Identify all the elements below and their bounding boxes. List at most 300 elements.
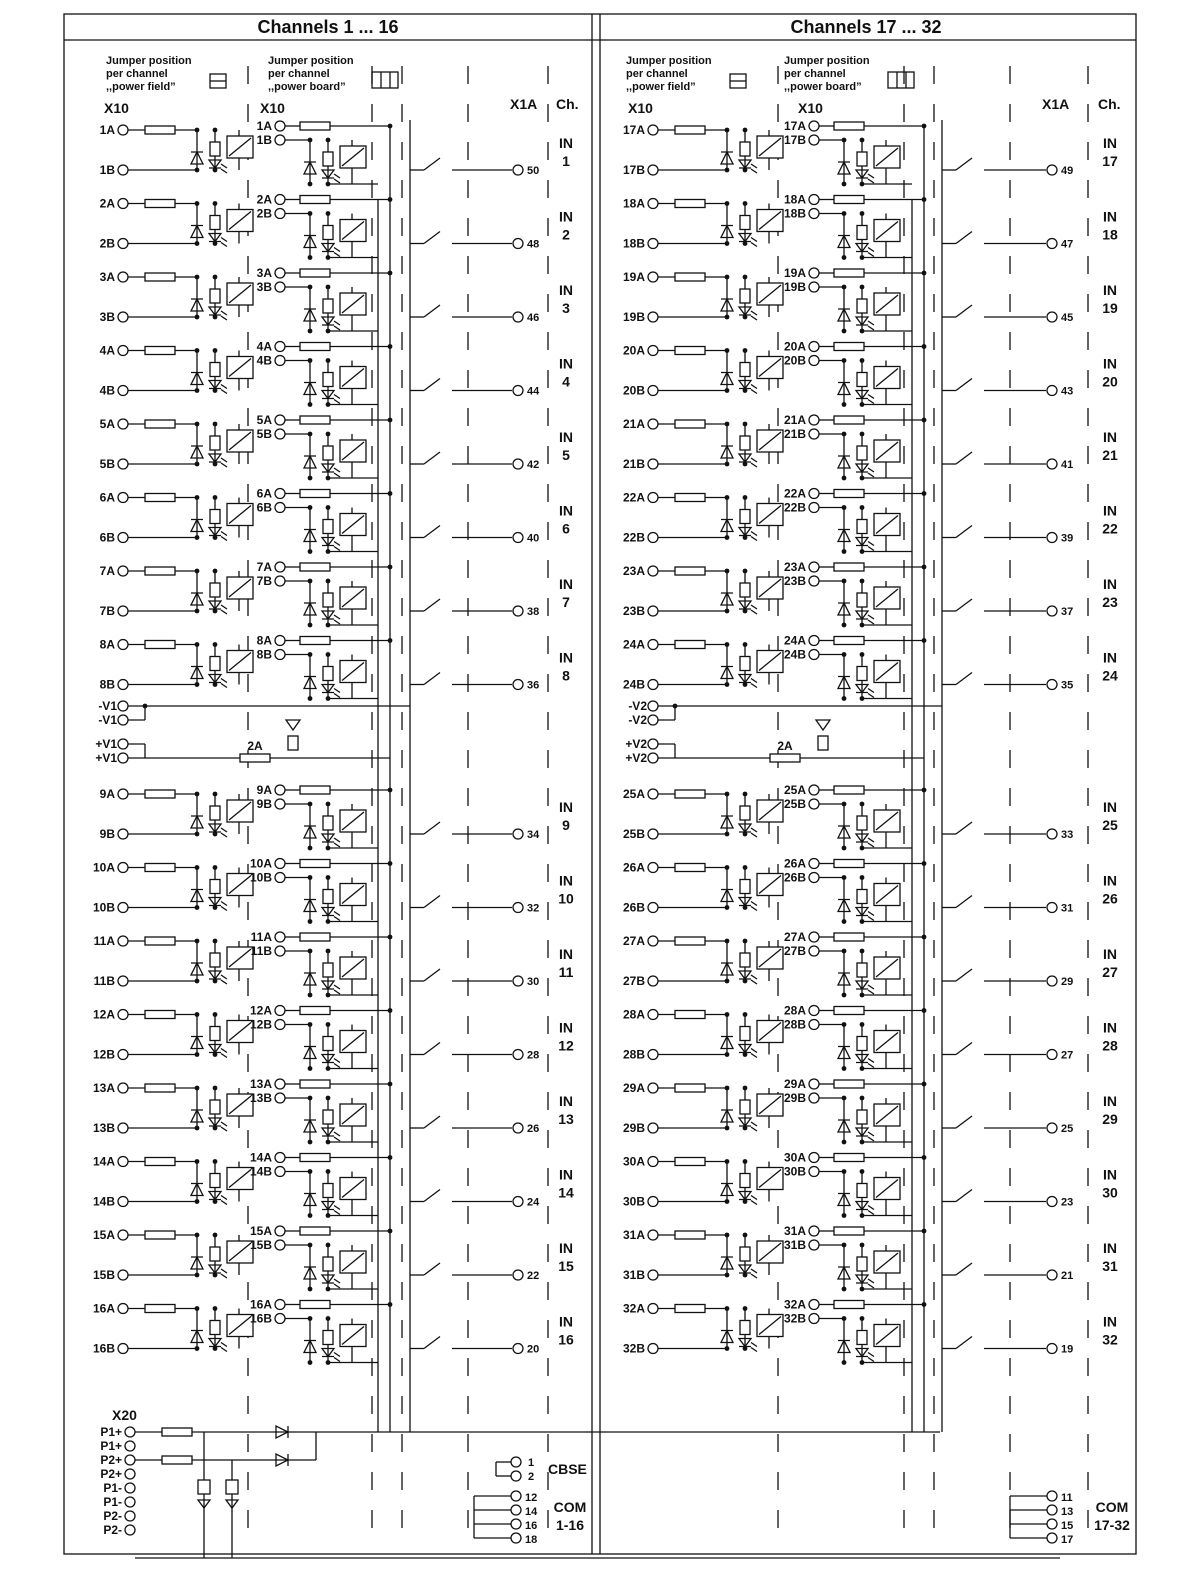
x20-pin-label: P1- (103, 1495, 122, 1509)
terminal-label: 17A (622, 123, 645, 137)
pin-number: 28 (527, 1049, 540, 1062)
terminal-label: 19A (622, 270, 645, 284)
x20-pin-label: P2+ (100, 1453, 122, 1467)
channel-in-label: IN (559, 1240, 573, 1256)
terminal-label: 29B (622, 1121, 645, 1135)
supply-label: +V1 (95, 751, 117, 765)
channel-number: 31 (1102, 1258, 1118, 1274)
channel-row (94, 930, 574, 997)
channel-number: 6 (562, 520, 570, 537)
terminal-label: 22B (622, 530, 645, 545)
channel-in-label: IN (1103, 872, 1117, 889)
x20-label: X20 (112, 1407, 137, 1423)
channel-row (100, 634, 573, 701)
channel-in-label: IN (559, 799, 573, 815)
terminal-label: 18A (783, 192, 806, 207)
panel-channels-17-32 (623, 17, 1130, 1546)
x10-label: X10 (798, 100, 823, 116)
jumper-symbol (888, 72, 914, 88)
channel-row (93, 1004, 574, 1071)
jumper-caption: Jumper position (106, 55, 192, 67)
pin-number: 22 (527, 1270, 540, 1282)
terminal-label: 3A (256, 266, 272, 280)
x20-pin-label: P1+ (100, 1439, 122, 1453)
channel-row (93, 1298, 574, 1365)
terminal-label: 10B (92, 900, 115, 915)
channel-in-label: IN (559, 1166, 573, 1183)
x1a-label: X1A (510, 96, 538, 112)
x20-pin-label: P2+ (100, 1467, 122, 1481)
jumper-caption: ,,power field” (106, 81, 176, 93)
terminal-label: 31A (783, 1224, 806, 1238)
terminal-label: 32B (622, 1341, 645, 1356)
terminal-label: 31B (783, 1238, 806, 1252)
terminal-label: 16A (92, 1301, 115, 1316)
channel-in-label: IN (559, 649, 573, 666)
channel-in-label: IN (559, 1093, 573, 1109)
com-block (474, 1491, 586, 1546)
channel-row (93, 1077, 574, 1144)
terminal-label: 20A (622, 343, 645, 358)
channel-number: 25 (1102, 817, 1118, 833)
terminal-label: 18B (783, 206, 806, 221)
x10-label: X10 (260, 100, 285, 116)
terminal-label: 6A (256, 486, 272, 501)
fuse-label: 2A (777, 739, 793, 753)
channel-number: 7 (562, 594, 570, 610)
terminal-label: 24A (622, 637, 645, 652)
pin-number: 46 (527, 312, 540, 324)
terminal-label: 5B (99, 457, 115, 471)
pin-number: 34 (527, 829, 540, 841)
x20-pin-label: P1+ (100, 1425, 122, 1439)
terminal-label: 15B (92, 1268, 115, 1282)
channel-in-label: IN (1103, 1093, 1117, 1109)
terminal-label: 32A (622, 1301, 645, 1316)
terminal-label: 16B (92, 1341, 115, 1356)
terminal-label: 5B (256, 427, 272, 441)
com-pin: 13 (1061, 1506, 1074, 1518)
terminal-label: 17B (783, 133, 806, 147)
terminal-label: 31A (622, 1228, 645, 1242)
terminal-label: 2A (99, 196, 115, 211)
terminal-label: 8A (99, 637, 115, 652)
x20-pin-label: P2- (103, 1523, 122, 1537)
terminal-label: 21A (622, 417, 645, 431)
pin-number: 47 (1061, 238, 1074, 251)
channel-row (623, 413, 1118, 480)
jumper-caption: Jumper position (268, 55, 354, 67)
channel-in-label: IN (1103, 576, 1117, 592)
channel-row (623, 1224, 1118, 1291)
channel-in-label: IN (1103, 355, 1117, 372)
channel-in-label: IN (1103, 135, 1117, 151)
terminal-label: 30B (783, 1164, 806, 1179)
panel-title: Channels 1 ... 16 (257, 17, 399, 37)
channel-row (623, 857, 1118, 924)
panel-title: Channels 17 ... 32 (790, 17, 942, 37)
terminal-label: 24B (783, 647, 806, 662)
cbse-block (496, 1457, 587, 1483)
com-label: 1-16 (555, 1517, 585, 1533)
terminal-label: 7A (99, 564, 115, 578)
terminal-label: 15A (92, 1228, 115, 1242)
terminal-label: 29A (622, 1081, 645, 1095)
channel-in-label: IN (559, 872, 573, 889)
terminal-label: 30A (622, 1154, 645, 1169)
terminal-label: 8B (99, 677, 115, 692)
com-pin: 16 (525, 1520, 538, 1532)
terminal-label: 22A (783, 486, 806, 501)
cbse-pin: 1 (528, 1457, 535, 1469)
channel-row (623, 560, 1118, 627)
terminal-label: 7B (256, 574, 272, 588)
supply-label: -V2 (628, 699, 647, 713)
terminal-label: 23A (622, 564, 645, 578)
channel-number: 29 (1102, 1111, 1118, 1127)
terminal-label: 26B (622, 900, 645, 915)
terminal-label: 14A (92, 1154, 115, 1169)
terminal-label: 28B (622, 1047, 645, 1062)
channel-in-label: IN (1103, 282, 1117, 298)
supply-label: +V2 (625, 751, 647, 765)
pin-number: 37 (1061, 606, 1074, 618)
terminal-label: 18B (622, 236, 645, 251)
channel-row (100, 340, 573, 407)
terminal-label: 4B (99, 383, 115, 398)
jumper-symbol (210, 74, 226, 88)
channel-number: 8 (562, 667, 570, 684)
jumper-caption: per channel (268, 68, 330, 80)
channel-row (100, 193, 573, 260)
channel-in-label: IN (559, 208, 573, 225)
x20-pin-label: P1- (103, 1481, 122, 1495)
terminal-label: 29B (783, 1091, 806, 1105)
x20-block (100, 1407, 1060, 1558)
terminal-label: 23B (622, 604, 645, 618)
terminal-label: 24B (622, 677, 645, 692)
pin-number: 26 (527, 1123, 540, 1135)
channel-number: 18 (1102, 226, 1118, 243)
channel-number: 9 (562, 817, 570, 833)
bus-rails (912, 120, 942, 1432)
channel-number: 32 (1102, 1331, 1118, 1348)
terminal-label: 14B (249, 1164, 272, 1179)
channel-number: 14 (558, 1184, 574, 1201)
terminal-label: 25A (783, 783, 806, 797)
channel-number: 21 (1102, 447, 1118, 463)
channel-number: 2 (562, 226, 570, 243)
jumper-caption: per channel (626, 68, 688, 80)
pin-number: 39 (1061, 532, 1074, 545)
supply-label: +V1 (95, 737, 117, 751)
channel-in-label: IN (559, 502, 573, 519)
terminal-label: 15A (249, 1224, 272, 1238)
jumper-symbol (372, 72, 398, 88)
terminal-label: 12B (92, 1047, 115, 1062)
channel-number: 3 (562, 300, 570, 316)
supply-label: -V1 (98, 713, 117, 727)
terminal-label: 25A (622, 787, 645, 801)
terminal-label: 26A (783, 856, 806, 871)
terminal-label: 11B (250, 944, 272, 958)
com-pin: 12 (525, 1492, 538, 1504)
pin-number: 21 (1061, 1270, 1074, 1282)
channel-row (93, 1151, 574, 1218)
bus-rails (378, 120, 410, 1432)
terminal-label: 20A (783, 339, 806, 354)
ch-label: Ch. (556, 96, 579, 112)
terminal-label: 27B (622, 974, 645, 988)
terminal-label: 11A (93, 934, 115, 948)
com-pin: 17 (1061, 1534, 1074, 1546)
channel-in-label: IN (559, 576, 573, 592)
channel-number: 5 (562, 447, 570, 463)
terminal-label: 1A (256, 119, 272, 133)
pin-number: 43 (1061, 385, 1074, 398)
channel-row (93, 1224, 574, 1291)
pin-number: 33 (1061, 829, 1074, 841)
jumper-caption: ,,power board” (268, 81, 346, 93)
terminal-label: 8B (256, 647, 272, 662)
channel-number: 16 (558, 1331, 574, 1348)
terminal-label: 14A (249, 1150, 272, 1165)
channel-number: 20 (1102, 373, 1118, 390)
terminal-label: 28A (622, 1007, 645, 1022)
com-block (1010, 1491, 1130, 1546)
terminal-label: 19B (622, 310, 645, 324)
terminal-label: 13A (249, 1077, 272, 1091)
terminal-label: 2A (256, 192, 272, 207)
terminal-label: 24A (783, 633, 806, 648)
supply-label: -V1 (98, 699, 117, 713)
channel-in-label: IN (1103, 1019, 1117, 1036)
channel-number: 22 (1102, 520, 1118, 537)
channel-row (623, 266, 1118, 333)
channel-in-label: IN (1103, 208, 1117, 225)
x10-label: X10 (628, 100, 653, 116)
terminal-label: 23A (783, 560, 806, 574)
terminal-label: 21B (622, 457, 645, 471)
channel-row (623, 340, 1118, 407)
channel-in-label: IN (1103, 1240, 1117, 1256)
terminal-label: 1B (256, 133, 272, 147)
terminal-label: 22B (783, 500, 806, 515)
terminal-label: 5A (99, 417, 115, 431)
pin-number: 36 (527, 679, 540, 692)
terminal-label: 3B (99, 310, 115, 324)
terminal-label: 16A (249, 1297, 272, 1312)
pin-number: 48 (527, 238, 540, 251)
terminal-label: 3B (256, 280, 272, 294)
terminal-label: 5A (256, 413, 272, 427)
terminal-label: 10A (92, 860, 115, 875)
channel-row (100, 413, 573, 480)
channel-number: 11 (558, 964, 574, 980)
terminal-label: 11B (93, 974, 115, 988)
pin-number: 29 (1061, 976, 1074, 988)
pin-number: 31 (1061, 902, 1074, 915)
terminal-label: 13B (92, 1121, 115, 1135)
com-label: COM (1095, 1499, 1129, 1515)
channel-row (623, 1004, 1118, 1071)
pin-number: 50 (527, 165, 540, 177)
terminal-label: 25B (783, 797, 806, 811)
terminal-label: 29A (783, 1077, 806, 1091)
channel-number: 27 (1102, 964, 1118, 980)
channel-number: 13 (558, 1111, 574, 1127)
channel-in-label: IN (1103, 946, 1117, 962)
channel-in-label: IN (1103, 429, 1117, 445)
jumper-caption: ,,power field” (626, 81, 696, 93)
jumper-caption: per channel (106, 68, 168, 80)
jumper-caption: Jumper position (784, 55, 870, 67)
channel-in-label: IN (559, 282, 573, 298)
pin-number: 35 (1061, 679, 1074, 692)
terminal-label: 4A (99, 343, 115, 358)
pin-number: 20 (527, 1343, 540, 1356)
x20-pin-label: P2- (103, 1509, 122, 1523)
channel-row (623, 1077, 1118, 1144)
terminal-label: 9A (256, 783, 272, 797)
channel-number: 19 (1102, 300, 1118, 316)
terminal-label: 25B (622, 827, 645, 841)
terminal-label: 9A (99, 787, 115, 801)
terminal-label: 12A (92, 1007, 115, 1022)
terminal-label: 13A (92, 1081, 115, 1095)
terminal-label: 10A (249, 856, 272, 871)
terminal-label: 21B (783, 427, 806, 441)
com-pin: 11 (1061, 1492, 1073, 1504)
terminal-label: 7A (256, 560, 272, 574)
pin-number: 45 (1061, 312, 1074, 324)
channel-in-label: IN (559, 355, 573, 372)
terminal-label: 20B (622, 383, 645, 398)
terminal-label: 6B (256, 500, 272, 515)
terminal-label: 6A (99, 490, 115, 505)
terminal-label: 2B (256, 206, 272, 221)
terminal-label: 19B (783, 280, 806, 294)
terminal-label: 21A (783, 413, 806, 427)
channel-row (623, 1298, 1118, 1365)
channel-in-label: IN (559, 429, 573, 445)
terminal-label: 31B (622, 1268, 645, 1282)
pin-number: 49 (1061, 165, 1074, 177)
com-pin: 18 (525, 1534, 538, 1546)
terminal-label: 26B (783, 870, 806, 885)
terminal-label: 7B (99, 604, 115, 618)
channel-row (623, 634, 1118, 701)
com-pin: 14 (525, 1506, 538, 1518)
channel-row (623, 193, 1118, 260)
panel-channels-1-16 (93, 17, 586, 1546)
channel-number: 12 (558, 1037, 574, 1054)
channel-row (100, 266, 573, 333)
terminal-label: 9B (99, 827, 115, 841)
terminal-label: 1A (99, 123, 115, 137)
channel-number: 24 (1102, 667, 1118, 684)
pin-number: 41 (1061, 459, 1074, 471)
channel-in-label: IN (1103, 799, 1117, 815)
terminal-label: 28B (783, 1017, 806, 1032)
channel-in-label: IN (559, 946, 573, 962)
terminal-label: 17A (783, 119, 806, 133)
terminal-label: 19A (783, 266, 806, 280)
terminal-label: 9B (256, 797, 272, 811)
terminal-label: 4B (256, 353, 272, 368)
channel-row (623, 119, 1118, 186)
channel-row (100, 119, 573, 186)
jumper-caption: per channel (784, 68, 846, 80)
channel-in-label: IN (1103, 502, 1117, 519)
terminal-label: 2B (99, 236, 115, 251)
terminal-label: 15B (249, 1238, 272, 1252)
com-label: COM (553, 1499, 587, 1515)
channel-number: 15 (558, 1258, 574, 1274)
terminal-label: 6B (99, 530, 115, 545)
terminal-label: 8A (256, 633, 272, 648)
channel-in-label: IN (1103, 1166, 1117, 1183)
pin-number: 19 (1061, 1343, 1074, 1356)
channel-number: 10 (558, 890, 574, 907)
terminal-label: 11A (250, 930, 272, 944)
com-pin: 15 (1061, 1520, 1074, 1532)
pin-number: 30 (527, 976, 540, 988)
channel-in-label: IN (1103, 1313, 1117, 1330)
channel-number: 4 (562, 373, 570, 390)
channel-row (100, 487, 573, 554)
terminal-label: 18A (622, 196, 645, 211)
terminal-label: 14B (92, 1194, 115, 1209)
supply-label: +V2 (625, 737, 647, 751)
pin-number: 42 (527, 459, 540, 471)
channel-number: 30 (1102, 1184, 1118, 1201)
fuse-label: 2A (247, 739, 263, 753)
terminal-label: 4A (256, 339, 272, 354)
x10-label: X10 (104, 100, 129, 116)
terminal-label: 13B (249, 1091, 272, 1105)
terminal-label: 27B (783, 944, 806, 958)
terminal-label: 22A (622, 490, 645, 505)
channel-in-label: IN (559, 135, 573, 151)
terminal-label: 32A (783, 1297, 806, 1312)
pin-number: 44 (527, 385, 540, 398)
com-label: 17-32 (1094, 1517, 1130, 1533)
pin-number: 40 (527, 532, 540, 545)
channel-row (623, 487, 1118, 554)
channel-number: 1 (562, 153, 570, 169)
channel-number: 28 (1102, 1037, 1118, 1054)
channel-in-label: IN (559, 1313, 573, 1330)
pin-number: 32 (527, 902, 540, 915)
terminal-label: 17B (622, 163, 645, 177)
channel-row (623, 1151, 1118, 1218)
terminal-label: 28A (783, 1003, 806, 1018)
supply-block (625, 699, 942, 765)
channel-in-label: IN (1103, 649, 1117, 666)
terminal-label: 30B (622, 1194, 645, 1209)
channel-row (100, 783, 573, 850)
channel-row (623, 783, 1118, 850)
jumper-caption: Jumper position (626, 55, 712, 67)
pin-number: 23 (1061, 1196, 1074, 1209)
cbse-pin: 2 (528, 1471, 535, 1483)
terminal-label: 12A (249, 1003, 272, 1018)
terminal-label: 32B (783, 1311, 806, 1326)
terminal-label: 10B (249, 870, 272, 885)
jumper-symbol (730, 74, 746, 88)
terminal-label: 26A (622, 860, 645, 875)
